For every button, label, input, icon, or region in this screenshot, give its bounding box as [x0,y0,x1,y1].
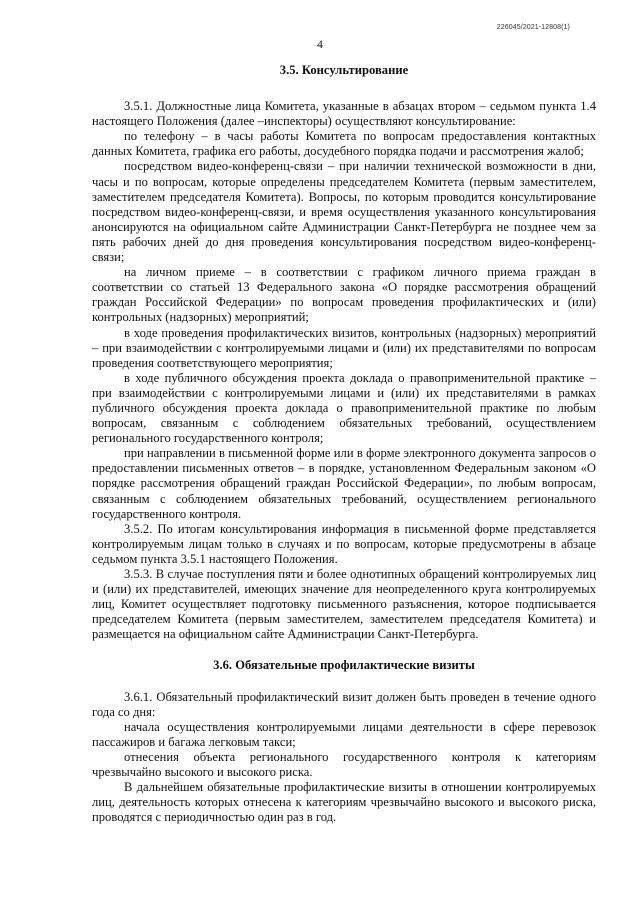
section-title-3-6: 3.6. Обязательные профилактические визиты [213,658,475,673]
paragraph: 3.5.3. В случае поступления пяти и более однотипных обращений контролируемых лиц и (или) их представителей, имеющих значение для неопределенного круга контролируемых лиц, Комитет осуществляет подготовку письменного разъяснения, которое подписывается председателем Комитета (первым заместителем, заместителем председателя Комитета) и размещается на официальном сайте Администрации Санкт-Петербурга. [92,567,596,642]
document-id: 226045/2021-12808(1) [496,24,570,31]
document-body [92,63,596,825]
paragraph: посредством видео-конференц-связи – при наличии технической возможности в дни, часы и по вопросам, которые определены председателем Комитета (первым заместителем, заместителем председателя Комитета). Вопросы, по которым проводится консультирование посредством видео-конференц-связи, и время осуществления указанного консультирования анонсируются на официальном сайте Администрации Санкт-Петербурга не позднее чем за пять рабочих дней до дня проведения консультирования посредством видео-конференц-связи; [92,159,596,265]
paragraph: 3.5.1. Должностные лица Комитета, указанные в абзацах втором – седьмом пункта 1.4 настоящего Положения (далее –инспекторы) осуществляют консультирование: [92,99,596,129]
paragraph: В дальнейшем обязательные профилактические визиты в отношении контролируемых лиц, деятельность которых отнесена к категориям чрезвычайно высокого и высокого риска, проводятся с периодичностью один раз в год. [92,780,596,825]
paragraph: при направлении в письменной форме или в форме электронного документа запросов о предоставлении письменных ответов – в порядке, установленном Федеральным законом «О порядке рассмотрения обращений граждан Российской Федерации», по любым вопросам, связанным с соблюдением обязательных требований, осуществлением регионального государственного контроля. [92,446,596,521]
paragraph: отнесения объекта регионального государственного контроля к категориям чрезвычайно высокого и высокого риска. [92,749,596,780]
paragraph: по телефону – в часы работы Комитета по вопросам предоставления контактных данных Комитета, графика его работы, досудебного порядка подачи и рассмотрения жалоб; [92,129,596,159]
page-number: 4 [317,39,323,51]
paragraph: в ходе публичного обсуждения проекта доклада о правоприменительной практике – при взаимодействии с контролируемыми лицами и (или) их представителями в рамках публичного обсуждения проекта доклада о правоприменительной практике по любым вопросам, связанным с соблюдением обязательных требований, осуществлением регионального государственного контроля; [92,370,596,446]
paragraph: на личном приеме – в соответствии с графиком личного приема граждан в соответствии со статьей 13 Федерального закона «О порядке рассмотрения обращений граждан Российской Федерации» по вопросам проведения профилактических и (или) контрольных (надзорных) мероприятий; [92,265,596,325]
paragraph: начала осуществления контролируемыми лицами деятельности в сфере перевозок пассажиров и багажа легковым такси; [92,719,596,749]
paragraph: 3.6.1. Обязательный профилактический визит должен быть проведен в течение одного года со дня: [92,689,596,719]
section-title-3-5: 3.5. Консультирование [279,63,409,77]
paragraph: 3.5.2. По итогам консультирования информация в письменной форме представляется контролируемым лицам только в случаях и по вопросам, которые предусмотрены в абзаце седьмом пункта 3.5.1 настоящего Положения. [92,521,596,566]
paragraph: в ходе проведения профилактических визитов, контрольных (надзорных) мероприятий – при взаимодействии с контролируемыми лицами и (или) их представителями по вопросам проведения соответствующего мероприятия; [92,325,596,370]
